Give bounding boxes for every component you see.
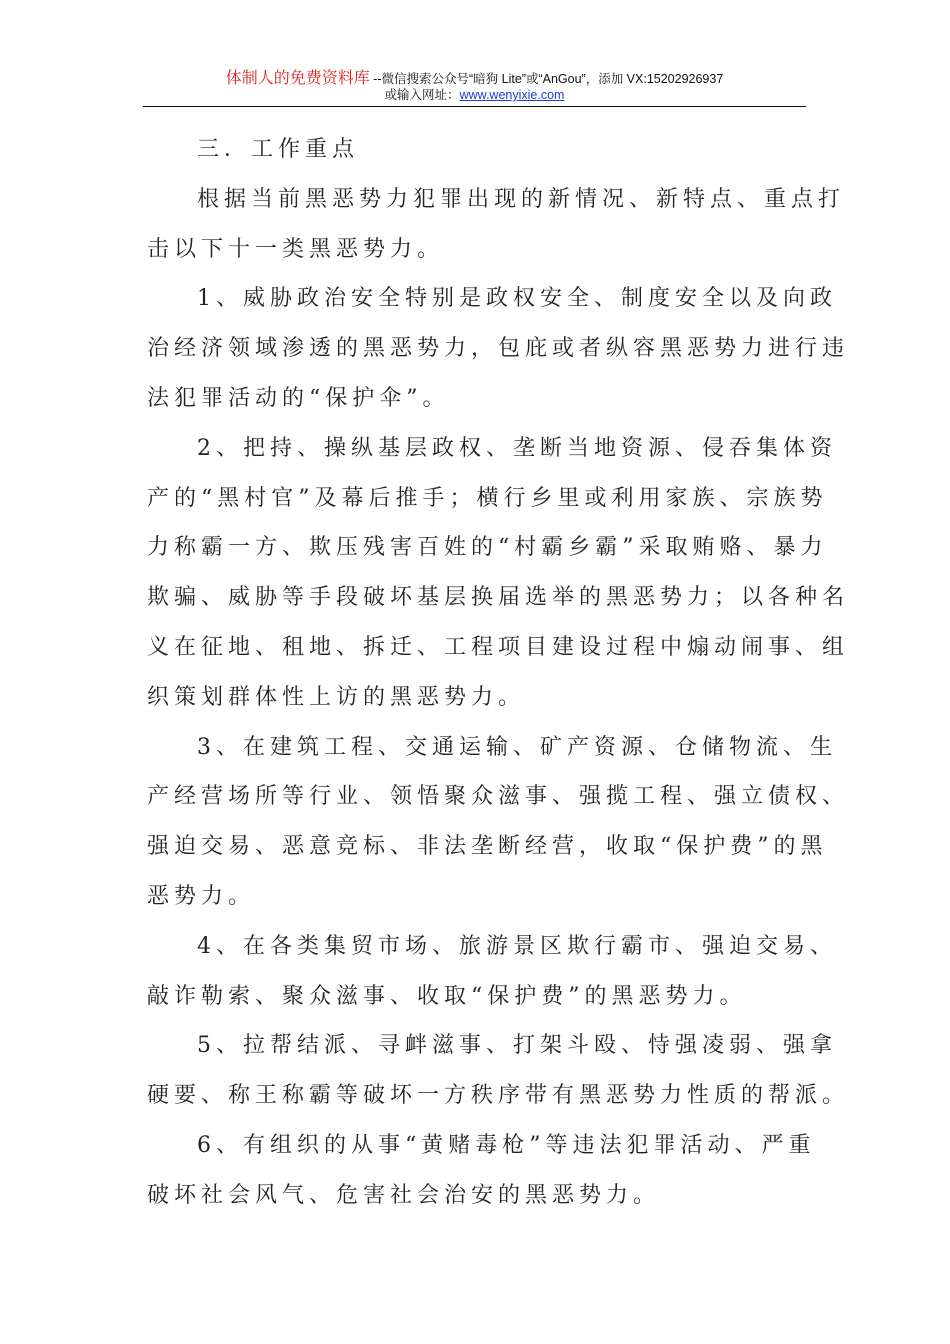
- text-line: 5、拉帮结派、寻衅滋事、打架斗殴、恃强凌弱、强拿: [197, 1033, 837, 1059]
- header-url-link[interactable]: www.wenyixie.com: [459, 88, 565, 102]
- document-body: [147, 125, 850, 1221]
- text-line: 6、有组织的从事“黄赌毒枪”等违法犯罪活动、严重: [197, 1132, 816, 1158]
- text-line: 根据当前黑恶势力犯罪出现的新情况、新特点、重点打: [197, 186, 846, 212]
- text-line: 产的“黑村官”及幕后推手；横行乡里或利用家族、宗族势: [147, 485, 828, 511]
- text-line: 1、威胁政治安全特别是政权安全、制度安全以及向政: [197, 286, 837, 312]
- section-heading: [147, 125, 805, 175]
- paragraph: [147, 723, 850, 922]
- text-line: 4、在各类集贸市场、旅游景区欺行霸市、强迫交易、: [197, 933, 837, 959]
- text-line: 治经济领域渗透的黑恶势力，包庇或者纵容黑恶势力进行违: [147, 336, 850, 362]
- text-line: 强迫交易、恶意竞标、非法垄断经营，收取“保护费”的黑: [147, 834, 828, 860]
- paragraph: [147, 1021, 850, 1121]
- text-line: 三．工作重点: [197, 137, 360, 162]
- paragraph: [147, 922, 837, 1022]
- text-line: 义在征地、租地、拆迁、工程项目建设过程中煽动闹事、组: [147, 634, 850, 660]
- header-brand: 体制人的免费资料库: [225, 70, 370, 87]
- paragraph: [147, 1121, 816, 1221]
- text-line: 织策划群体性上访的黑恶势力。: [147, 684, 526, 710]
- paragraph: [147, 424, 850, 723]
- text-line: 2、把持、操纵基层政权、垄断当地资源、侵吞集体资: [197, 435, 837, 461]
- page-header: [143, 68, 806, 103]
- paragraph: [147, 175, 846, 275]
- text-line: 敲诈勒索、聚众滋事、收取“保护费”的黑恶势力。: [147, 983, 747, 1009]
- text-line: 破坏社会风气、危害社会治安的黑恶势力。: [147, 1182, 661, 1208]
- text-line: 恶势力。: [147, 883, 256, 909]
- text-line: 3、在建筑工程、交通运输、矿产资源、仓储物流、生: [197, 734, 837, 760]
- text-line: 击以下十一类黑恶势力。: [147, 236, 445, 262]
- text-line: 法犯罪活动的“保护伞”。: [147, 385, 450, 411]
- header-divider: [143, 106, 806, 107]
- text-line: 硬要、称王称霸等破坏一方秩序带有黑恶势力性质的帮派。: [147, 1083, 850, 1109]
- paragraph: [147, 274, 850, 423]
- header-note: --微信搜索公众号“暗狗 Lite”或“AnGou”，添加 VX:15202926937: [369, 72, 724, 86]
- text-line: 产经营场所等行业、领悟聚众滋事、强揽工程、强立债权、: [147, 784, 850, 810]
- text-line: 欺骗、威胁等手段破坏基层换届选举的黑恶势力；以各种名: [147, 585, 850, 611]
- text-line: 力称霸一方、欺压残害百姓的“村霸乡霸”采取贿赂、暴力: [147, 535, 828, 561]
- header-url-label: 或输入网址：: [384, 88, 460, 102]
